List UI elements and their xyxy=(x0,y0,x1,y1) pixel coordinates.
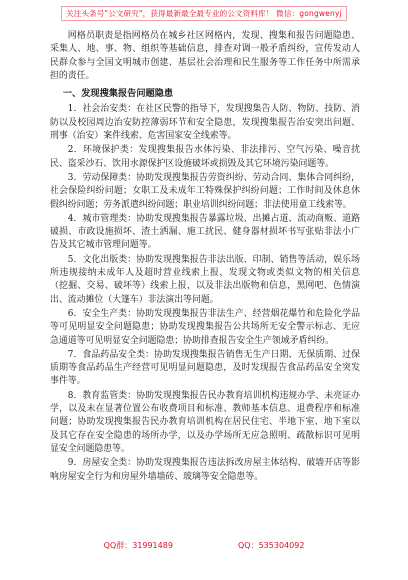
item-social-security: 1．社会治安类：在社区民警的指导下，发现搜集告人防、物防、技防、消防以及校园周边治安防控薄弱环节和安全隐患，发现搜集报告治安突出问题、刑事（治安）案件线索、危害国家安全线索等。 xyxy=(50,104,360,142)
item-production-safety: 6．安全生产类：协助发现搜集报告非法生产、经营烟花爆竹和危险化学品等可见明显安全问题隐患；协助发现搜集报告公共场所无安全警示标志、无应急通道等可见明显安全问题隐患；协助排查报告安全生产领域矛盾纠纷。 xyxy=(50,308,360,346)
footer-contacts xyxy=(0,540,408,551)
document-body xyxy=(50,30,360,484)
item-labor: 3．劳动保障类：协助发现搜集报告劳资纠纷、劳动合同、集体合同纠纷，社会保险纠纷问题；女职工及未成年工特殊保护纠纷问题；工作时间及休息休假纠纷问题；劳务派遣纠纷问题；职业培训纠纷问题；非法使用童工线索等。 xyxy=(50,172,360,210)
header-banner xyxy=(0,0,408,28)
item-education: 8．教育监管类：协助发现搜集报告民办教育培训机构违规办学、未亮证办学，以及未在显著位置公布收费项目和标准、教师基本信息、退费程序和标准问题；协助发现搜集报告民办教育培训机构在居民住宅、半地下室、地下室以及其它存在安全隐患的场所办学，以及办学场所无应急照明、疏散标识可见明显安全问题隐患等。 xyxy=(50,390,360,454)
qq-group-label: QQ群： xyxy=(103,541,133,550)
section-heading: 一、发现搜集报告问题隐患 xyxy=(62,88,174,100)
qq-label: QQ： xyxy=(238,541,259,550)
item-housing: 9．房屋安全类：协助发现搜集报告违法拆改房屋主体结构、破墙开店等影响房屋安全行为和房屋外墙墙砖、玻璃等安全隐患等。 xyxy=(50,458,360,482)
qq-number: 535304092 xyxy=(258,541,305,550)
item-city-management: 4．城市管理类：协助发现搜集报告暴露垃圾、出摊占道、流动商贩、道路破损、市政设施损坏、渣土洒漏、施工扰民、健身器材损坏书写张贴非法小广告及其它城市管理问题等。 xyxy=(50,213,360,251)
qq-group-number: 31991489 xyxy=(132,541,173,550)
item-environment: 2．环境保护类：发现搜集报告水体污染、非法排污、空气污染、噪音扰民、盗采沙石、饮用水源保护区设施破坏或损毁及其它环境污染问题等。 xyxy=(50,145,360,169)
item-food-drug: 7．食品药品安全类：协助发现搜集报告销售无生产日期、无保质期、过保质期等食品药品生产经营可见明显问题隐患，及时发现报告食品药品安全突发事件等。 xyxy=(50,349,360,387)
banner-text: 关注头条号"公文研究"，获得最新最全最专业的公文资料库！ 微信：gongwenyj xyxy=(61,6,347,21)
item-culture-publishing: 5．文化出版类：协助发现搜集报告非法出版、印制、销售等活动，娱乐场所违规接纳未成年人及超时营业线索上报，发现文物或类似文物的相关信息（挖掘、交易、破坏等）线索上报，以及非法出版物和信息，黑网吧、色情演出、流动摊位（大篷车）非法演出等问题。 xyxy=(50,254,360,305)
intro-paragraph: 网格员职责是指网格员在城乡社区网格内，发现、搜集和报告问题隐患、采集人、地、事、物、组织等基础信息，排查对调一般矛盾纠纷，宣传发动人民群众参与全国文明城市创建、基层社会治理和民生服务等工作任务中所需承担的责任。 xyxy=(50,31,360,81)
